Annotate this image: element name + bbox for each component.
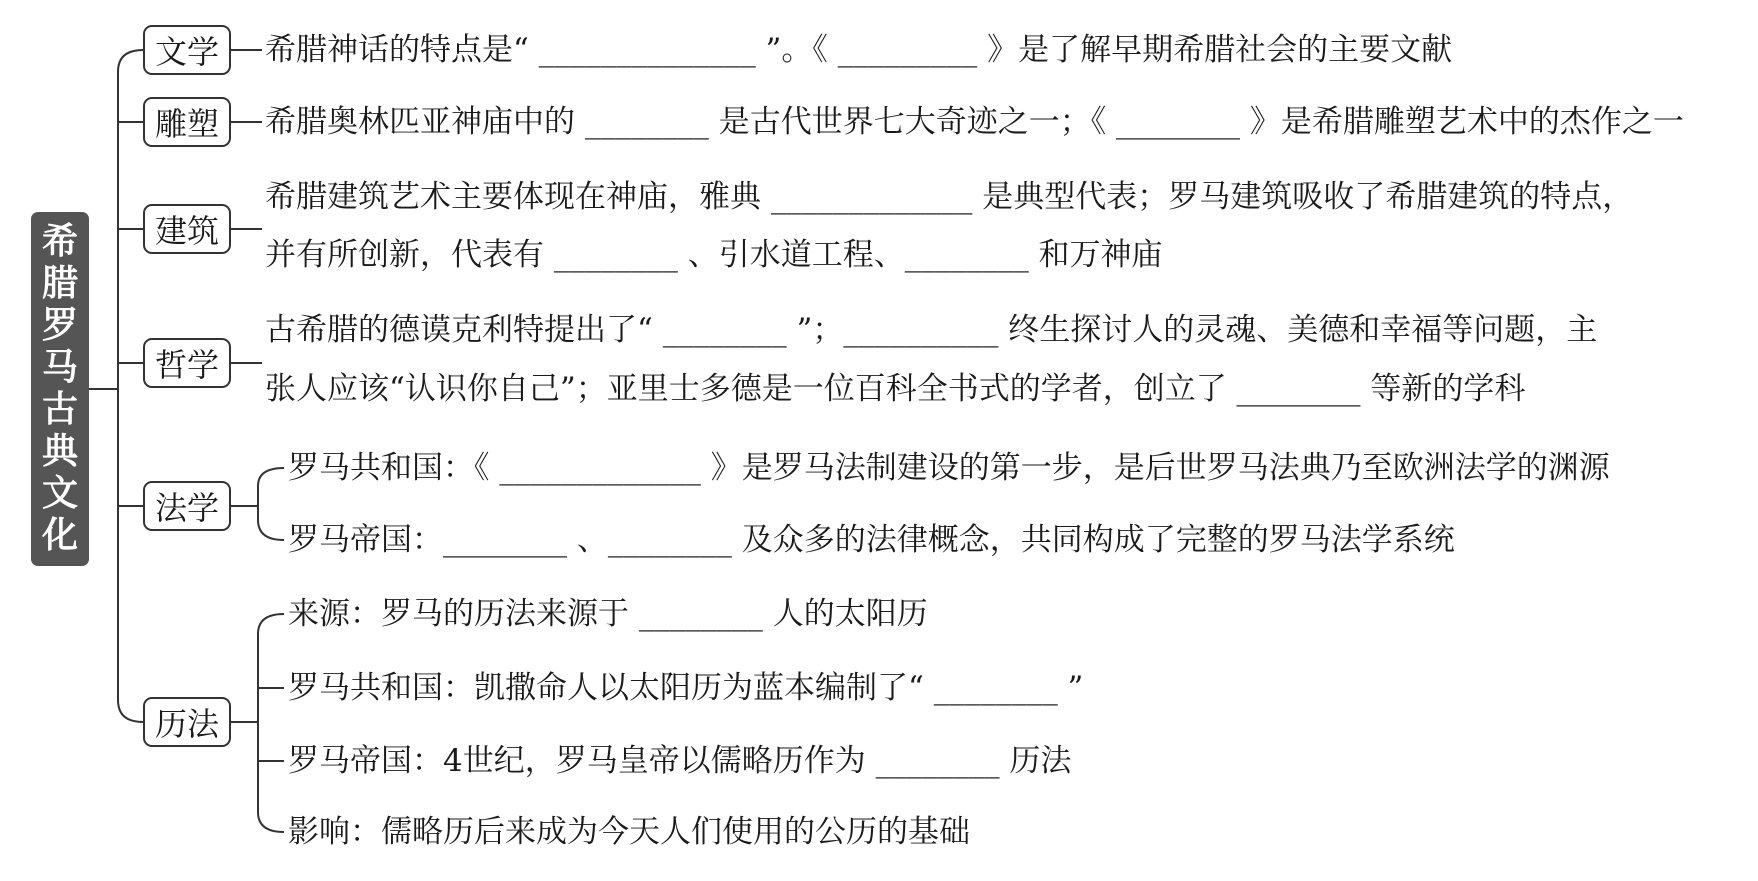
calendar-bracket [258, 614, 284, 832]
literature-line-1: 希腊神话的特点是“ ______________ ”。《 _________ 》是了解早期希腊社会的主要文献 [265, 32, 1453, 68]
calendar-line-2: 罗马共和国：凯撒命人以太阳历为蓝本编制了“ ________ ” [288, 670, 1084, 706]
root-char: 文 [41, 473, 78, 514]
philosophy-line-2: 张人应该“认识你自己”；亚里士多德是一位百科全书式的学者，创立了 ________ 等新的学科 [265, 371, 1526, 407]
category-philosophy: 哲学 [143, 338, 231, 388]
calendar-line-3: 罗马帝国：4世纪，罗马皇帝以儒略历作为 ________ 历法 [288, 743, 1072, 779]
calendar-line-1: 来源：罗马的历法来源于 ________ 人的太阳历 [288, 596, 928, 632]
philosophy-line-1: 古希腊的德谟克利特提出了“ ________ ”；__________ 终生探讨人的灵魂、美德和幸福等问题，主 [265, 312, 1598, 348]
category-sculpture: 雕塑 [143, 97, 231, 147]
category-calendar: 历法 [143, 697, 231, 747]
category-literature: 文学 [143, 25, 231, 75]
root-char: 典 [41, 431, 78, 472]
architecture-line-2: 并有所创新，代表有 ________ 、引水道工程、________ 和万神庙 [265, 237, 1163, 273]
trunk-line [118, 50, 143, 722]
law-line-1: 罗马共和国：《 _____________ 》是罗马法制建设的第一步，是后世罗马法典乃至欧洲法学的渊源 [288, 450, 1610, 486]
architecture-line-1: 希腊建筑艺术主要体现在神庙，雅典 _____________ 是典型代表；罗马建筑吸收了希腊建筑的特点， [265, 179, 1634, 215]
root-char: 腊 [41, 263, 78, 304]
root-char: 马 [41, 347, 78, 388]
calendar-line-4: 影响：儒略历后来成为今天人们使用的公历的基础 [288, 814, 970, 850]
root-char: 古 [41, 389, 78, 430]
category-law: 法学 [143, 481, 231, 531]
root-char: 罗 [41, 305, 78, 346]
law-line-2: 罗马帝国：________ 、________ 及众多的法律概念，共同构成了完整的罗马法学系统 [288, 522, 1455, 558]
category-architecture: 建筑 [143, 204, 231, 254]
root-topic [31, 212, 89, 566]
sculpture-line-1: 希腊奥林匹亚神庙中的 ________ 是古代世界七大奇迹之一；《 ________ 》是希腊雕塑艺术中的杰作之一 [265, 104, 1684, 140]
root-char: 化 [41, 515, 78, 556]
law-bracket [258, 468, 284, 540]
root-char: 希 [41, 221, 78, 262]
